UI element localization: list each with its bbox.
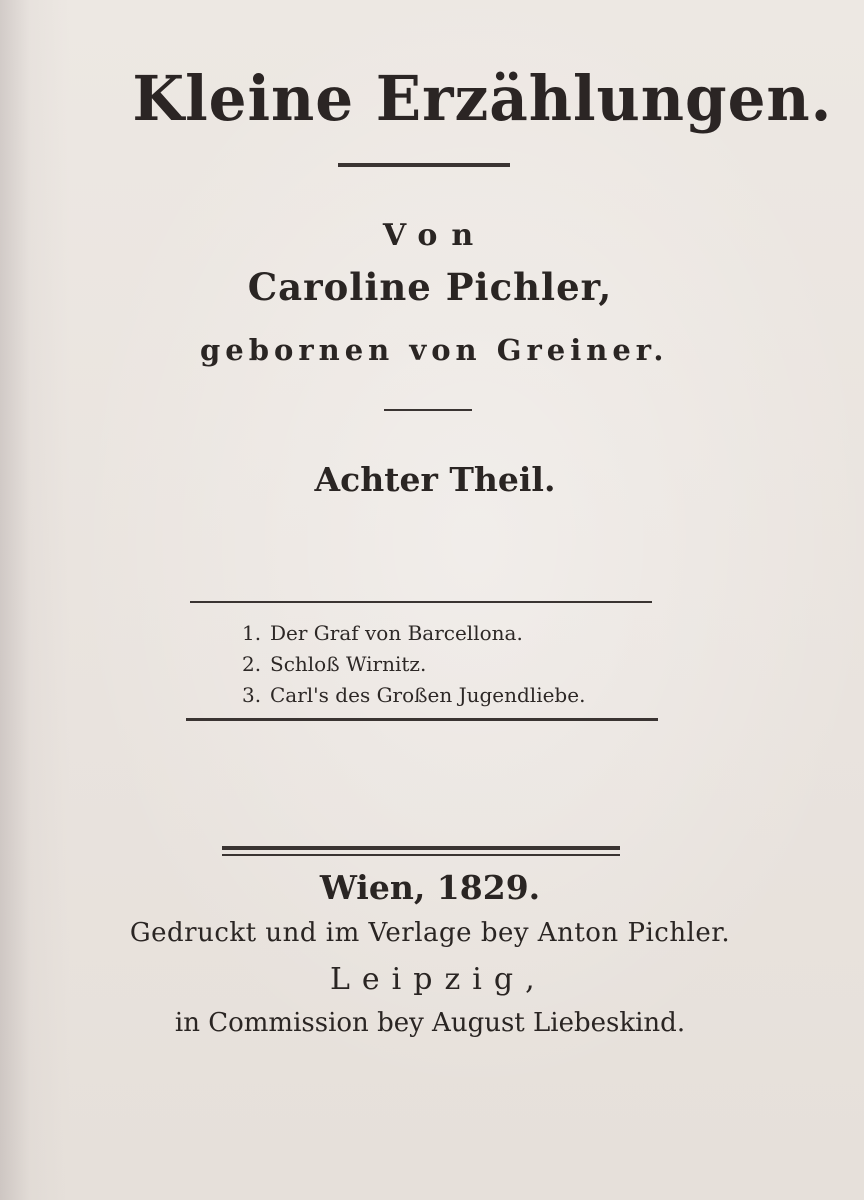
contents-bottom-rule <box>186 718 658 721</box>
book-title: Kleine Erzählungen. <box>132 62 833 135</box>
contents-item-title: Der Graf von Barcellona. <box>270 621 523 645</box>
byline: Von <box>382 218 488 253</box>
contents-item-title: Schloß Wirnitz. <box>270 652 427 676</box>
imprint-commission: in Commission bey August Liebeskind. <box>174 1008 686 1038</box>
contents-item-number: 1. <box>242 621 262 645</box>
imprint-thick-rule <box>222 846 620 850</box>
contents-item <box>242 649 662 680</box>
author-name: Caroline Pichler, <box>247 265 613 309</box>
title-rule <box>338 163 510 167</box>
contents-item-title: Carl's des Großen Jugendliebe. <box>270 683 586 707</box>
imprint-second-city: Leipzig, <box>330 962 547 997</box>
contents-item-number: 2. <box>242 652 262 676</box>
author-rule <box>384 409 472 411</box>
contents-item-number: 3. <box>242 683 262 707</box>
volume-label: Achter Theil. <box>314 460 556 499</box>
contents-item <box>242 618 662 649</box>
imprint-city-year: Wien, 1829. <box>319 868 541 907</box>
imprint-printer: Gedruckt und im Verlage bey Anton Pichler. <box>129 918 731 948</box>
contents-top-rule <box>190 601 652 603</box>
contents-list <box>242 618 662 711</box>
contents-item <box>242 680 662 711</box>
maiden-name: gebornen von Greiner. <box>200 333 669 367</box>
imprint-thin-rule <box>222 854 620 856</box>
